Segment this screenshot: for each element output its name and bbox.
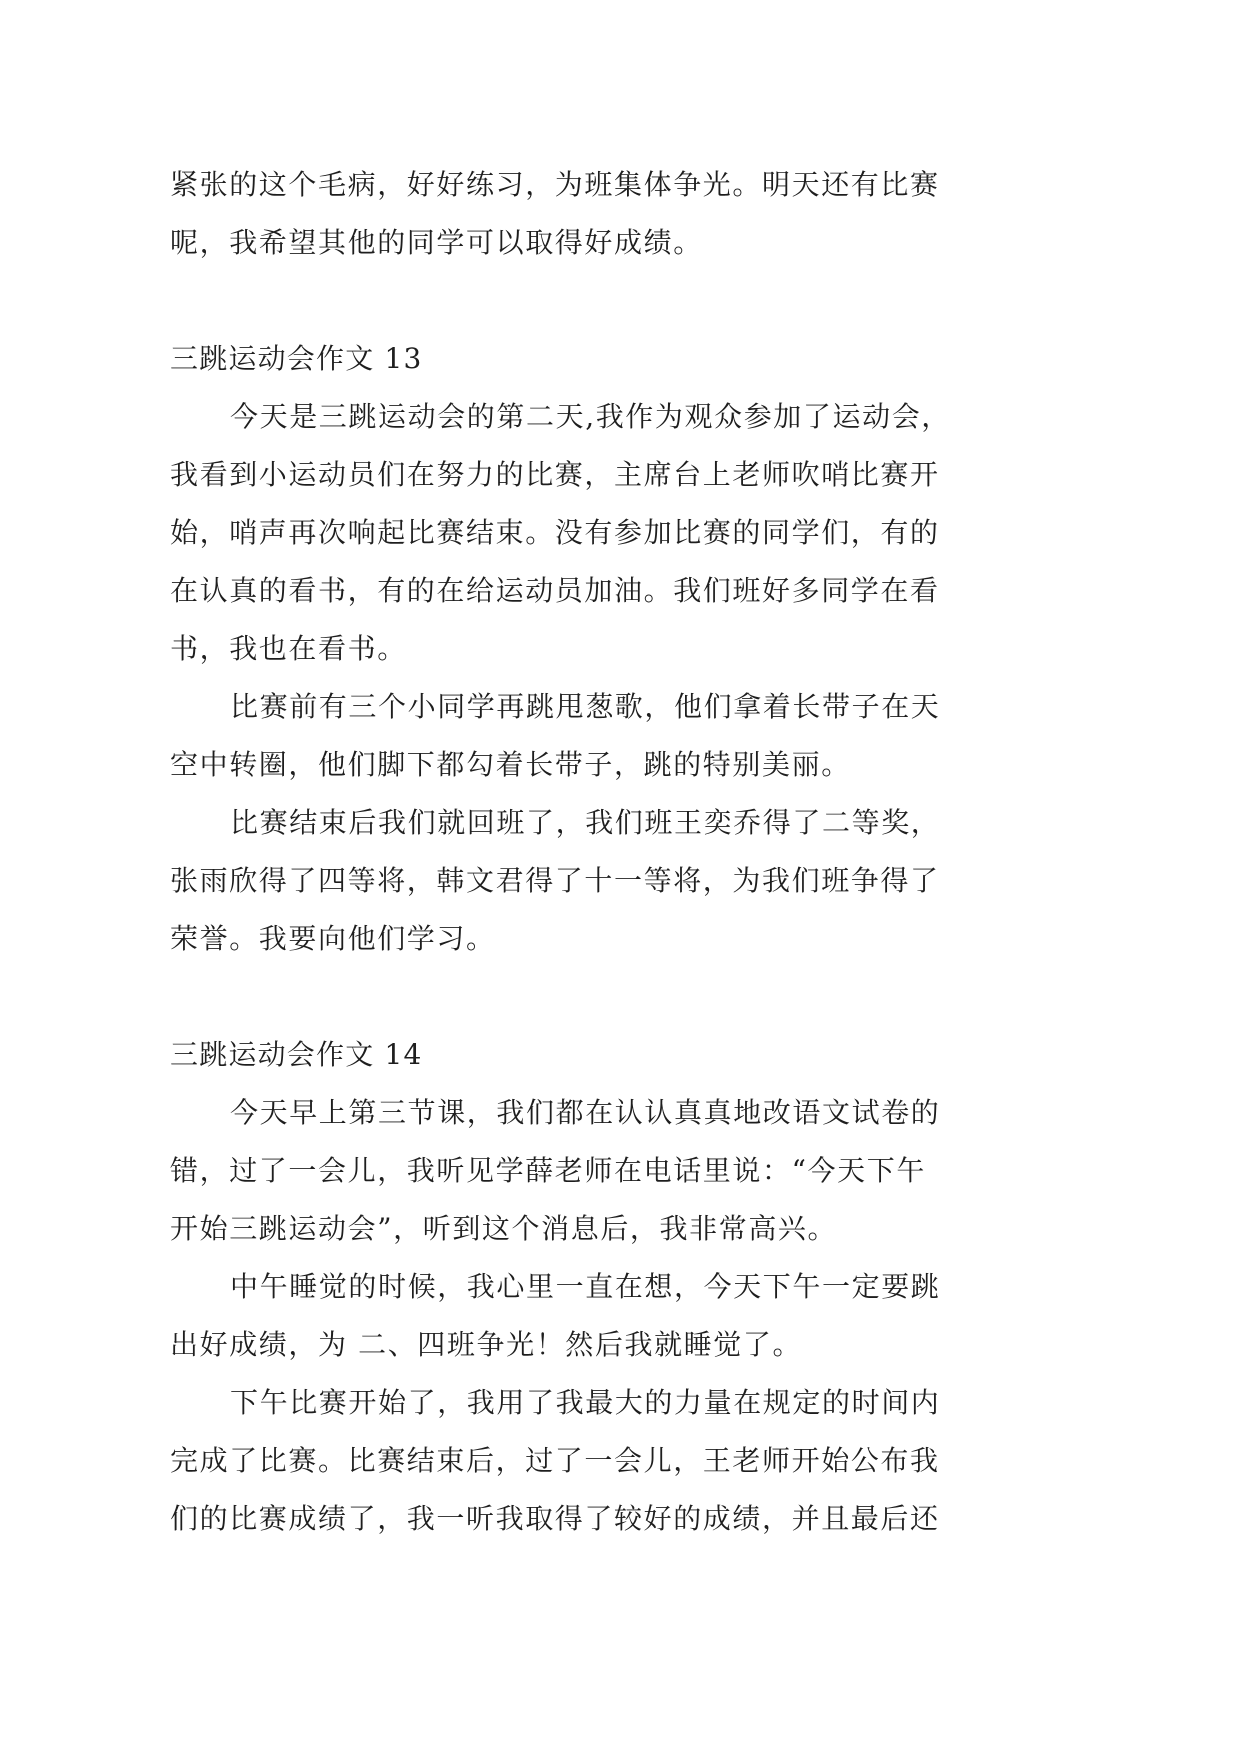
text-line: 今天是三跳运动会的第二天,我作为观众参加了运动会， xyxy=(230,400,951,433)
paragraph xyxy=(170,794,970,968)
text-line: 我看到小运动员们在努力的比赛，主席台上老师吹哨比赛开 xyxy=(170,458,940,491)
text-line: 书，我也在看书。 xyxy=(170,632,407,665)
essay-section-13 xyxy=(170,330,970,968)
section-title: 三跳运动会作文 13 xyxy=(170,342,423,375)
text-line: 完成了比赛。比赛结束后，过了一会儿，王老师开始公布我 xyxy=(170,1444,940,1477)
section-gap xyxy=(170,968,970,1026)
text-line: 紧张的这个毛病，好好练习，为班集体争光。明天还有比赛 xyxy=(170,168,940,201)
text-line: 比赛结束后我们就回班了，我们班王奕乔得了二等奖， xyxy=(230,806,941,839)
paragraph xyxy=(170,1258,970,1374)
section-gap xyxy=(170,272,970,330)
text-line: 荣誉。我要向他们学习。 xyxy=(170,922,496,955)
paragraph xyxy=(170,678,970,794)
text-line: 今天早上第三节课，我们都在认认真真地改语文试卷的 xyxy=(230,1096,941,1129)
continuation-paragraph xyxy=(170,156,970,272)
text-line: 中午睡觉的时候，我心里一直在想，今天下午一定要跳 xyxy=(230,1270,941,1303)
text-line: 开始三跳运动会”，听到这个消息后，我非常高兴。 xyxy=(170,1212,838,1245)
text-line: 在认真的看书，有的在给运动员加油。我们班好多同学在看 xyxy=(170,574,940,607)
section-title: 三跳运动会作文 14 xyxy=(170,1038,423,1071)
text-line: 比赛前有三个小同学再跳甩葱歌，他们拿着长带子在天 xyxy=(230,690,941,723)
text-line: 下午比赛开始了，我用了我最大的力量在规定的时间内 xyxy=(230,1386,941,1419)
text-line: 出好成绩，为 二、四班争光！然后我就睡觉了。 xyxy=(170,1328,803,1361)
text-line: 始，哨声再次响起比赛结束。没有参加比赛的同学们，有的 xyxy=(170,516,940,549)
text-line: 呢，我希望其他的同学可以取得好成绩。 xyxy=(170,226,703,259)
text-line: 空中转圈，他们脚下都勾着长带子，跳的特别美丽。 xyxy=(170,748,851,781)
paragraph xyxy=(170,1374,970,1548)
paragraph xyxy=(170,388,970,678)
paragraph xyxy=(170,1084,970,1258)
text-line: 们的比赛成绩了，我一听我取得了较好的成绩，并且最后还 xyxy=(170,1502,940,1535)
document-body xyxy=(170,156,970,1548)
essay-section-14 xyxy=(170,1026,970,1548)
text-line: 张雨欣得了四等将，韩文君得了十一等将，为我们班争得了 xyxy=(170,864,940,897)
text-line: 错，过了一会儿，我听见学薛老师在电话里说：“今天下午 xyxy=(170,1154,926,1187)
